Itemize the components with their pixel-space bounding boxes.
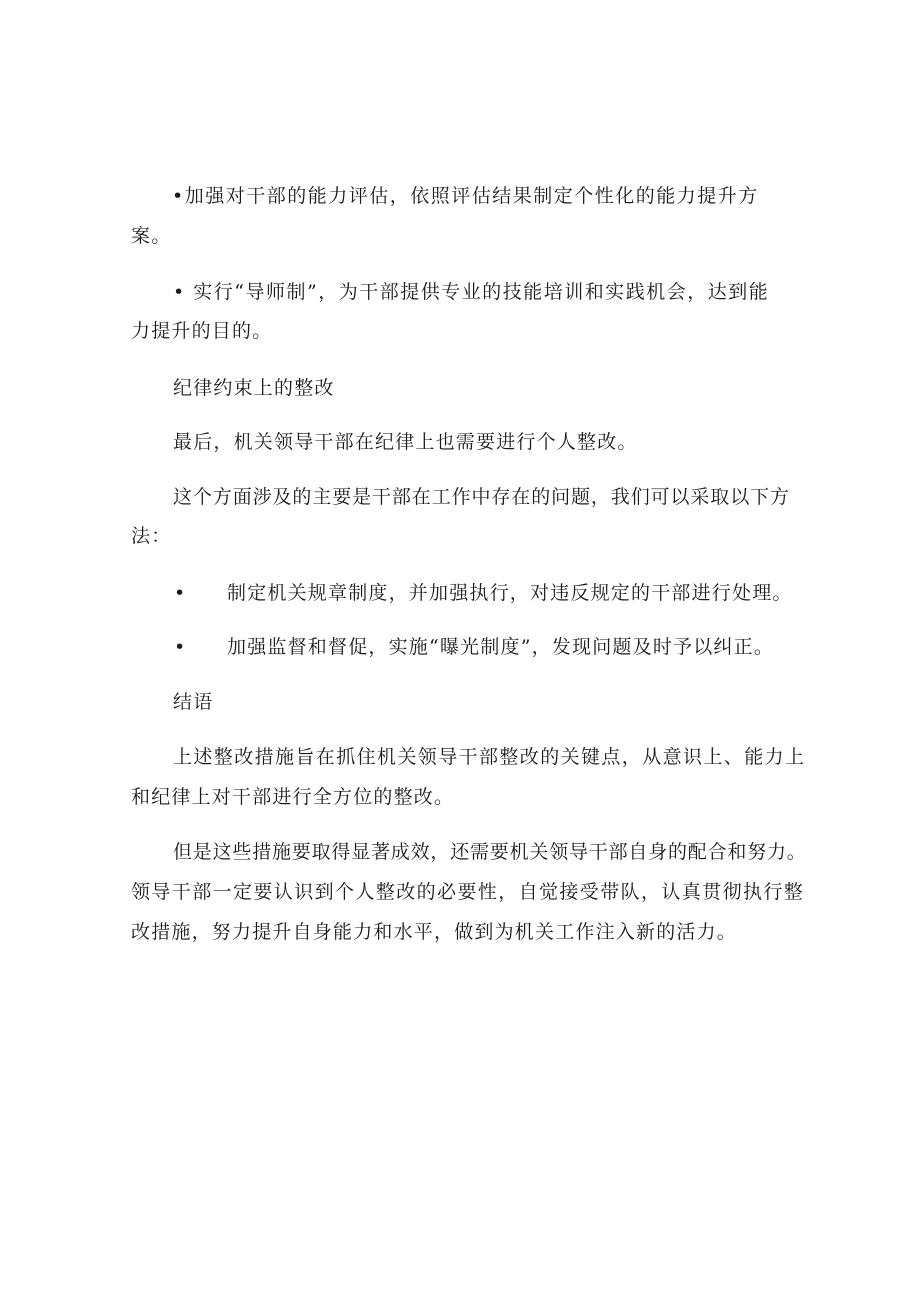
bullet-marker: • [174, 582, 186, 604]
paragraph-summary-continued: 和纪律上对干部进行全方位的整改。 [131, 786, 455, 808]
bullet-text: 加强对干部的能力评估，依照评估结果制定个性化的能力提升方 [184, 185, 759, 207]
bullet-mentor-system-continued: 力提升的目的。 [131, 320, 273, 342]
paragraph-summary: 上述整改措施旨在抓住机关领导干部整改的关键点，从意识上、能力上 [173, 746, 806, 768]
paragraph-closing: 但是这些措施要取得显著成效，还需要机关领导干部自身的配合和努力。 [173, 841, 807, 863]
bullet-mentor-system [173, 279, 769, 305]
bullet-supervision-text: 加强监督和督促，实施“曝光制度”，发现问题及时予以纠正。 [227, 636, 775, 658]
paragraph-discipline-intro: 最后，机关领导干部在纪律上也需要进行个人整改。 [173, 431, 638, 453]
bullet-text: 实行“导师制”，为干部提供专业的技能培训和实践机会，达到能 [193, 281, 770, 303]
section-heading-discipline: 纪律约束上的整改 [173, 377, 335, 399]
paragraph-methods: 这个方面涉及的主要是干部在工作中存在的问题，我们可以采取以下方 [173, 486, 790, 508]
bullet-rules-text: 制定机关规章制度，并加强执行，对违反规定的干部进行处理。 [227, 582, 793, 604]
paragraph-methods-continued: 法： [131, 525, 172, 547]
bullet-marker: • [173, 281, 186, 303]
bullet-capacity-assessment-continued: 案。 [131, 225, 172, 247]
paragraph-closing-line-3: 改措施，努力提升自身能力和水平，做到为机关工作注入新的活力。 [131, 921, 738, 943]
bullet-marker: • [174, 636, 186, 658]
section-heading-conclusion: 结语 [173, 691, 214, 713]
paragraph-closing-line-2: 领导干部一定要认识到个人整改的必要性，自觉接受带队，认真贯彻执行整 [131, 881, 805, 903]
bullet-capacity-assessment [172, 183, 759, 209]
bullet-marker: • [172, 185, 185, 207]
